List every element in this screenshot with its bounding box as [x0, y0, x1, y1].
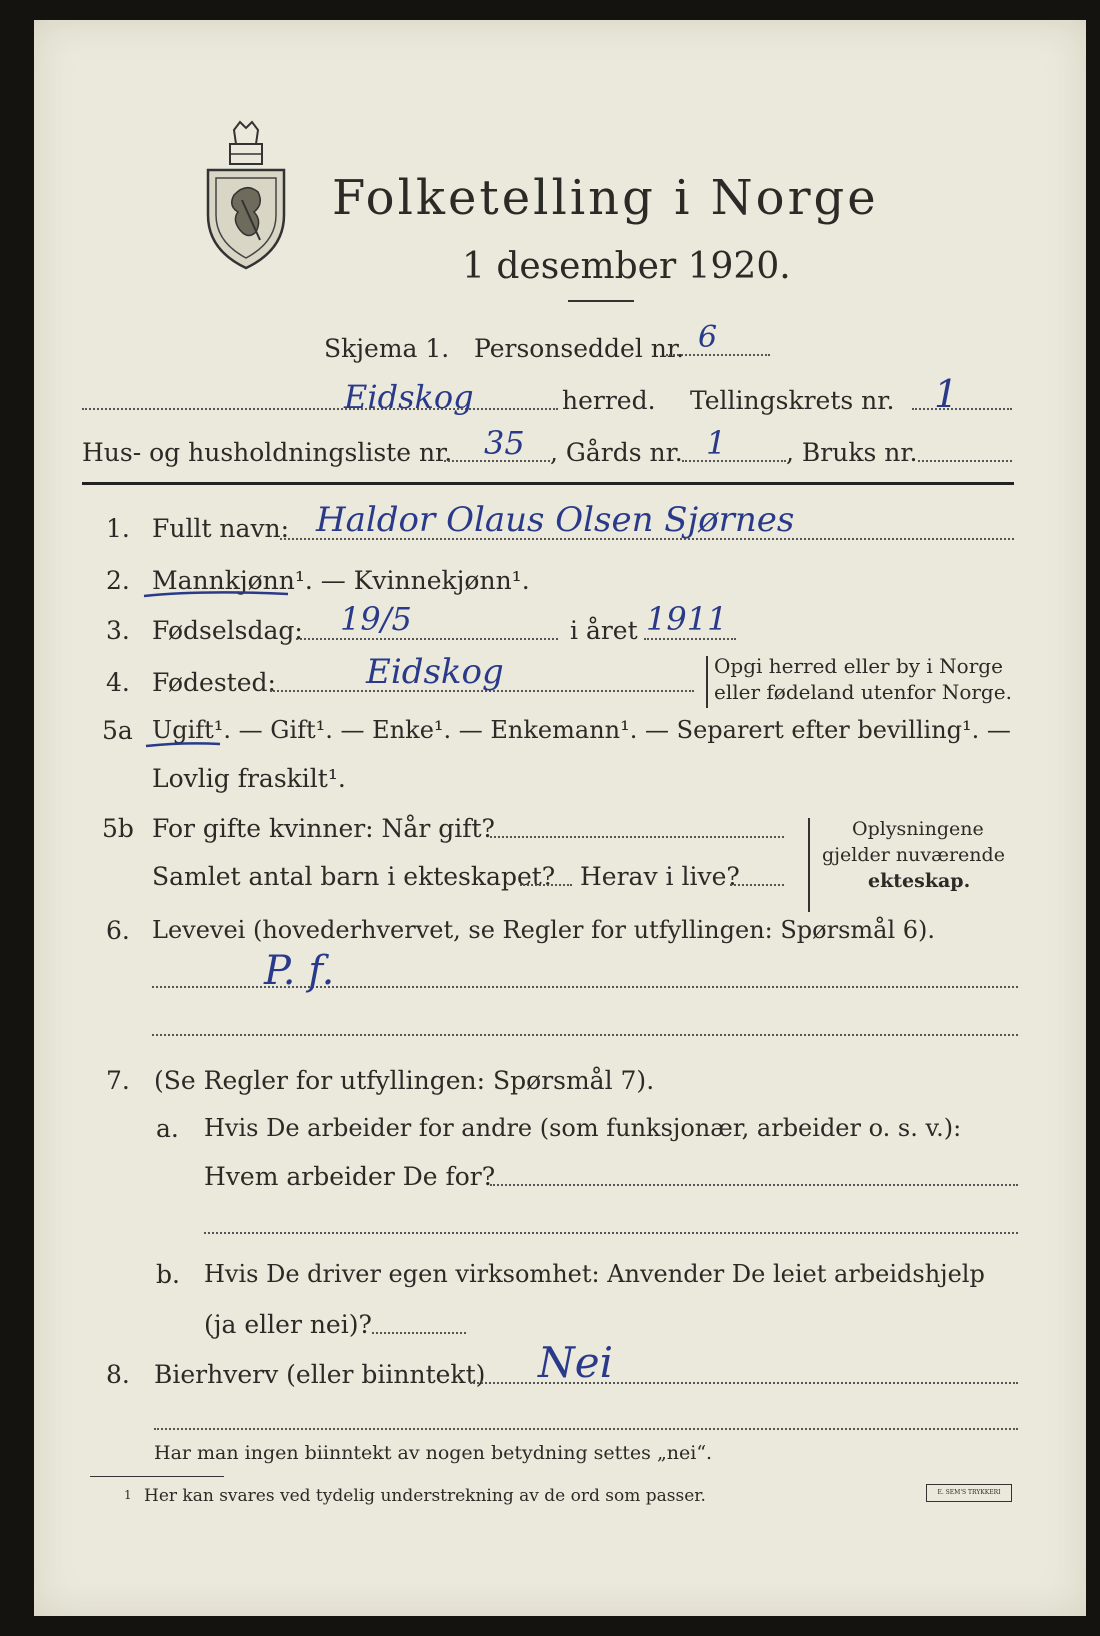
sivilstand-options: Ugift¹. — Gift¹. — Enke¹. — Enkemann¹. — Separert efter bevilling¹. —: [152, 716, 1011, 744]
levevei-label: Levevei (hovederhvervet, se Regler for utfyllingen: Spørsmål 6).: [152, 916, 936, 944]
fodselsdag-value[interactable]: 19/5: [340, 600, 412, 638]
hvem-arbeider-label: Hvem arbeider De for?: [204, 1162, 496, 1191]
gards-label: , Gårds nr.: [550, 438, 683, 467]
ja-eller-nei-label: (ja eller nei)?: [204, 1310, 372, 1339]
aar-label: i året: [570, 616, 638, 645]
ekteskap-note-1: Oplysningene: [852, 818, 984, 840]
ekteskap-note-3: ekteskap.: [868, 870, 971, 892]
naar-gift-label: For gifte kvinner: Når gift?: [152, 814, 495, 843]
fodselsdag-label: Fødselsdag:: [152, 616, 303, 645]
herav-i-live-label: Herav i live?: [580, 862, 740, 891]
fodested-note-2: eller fødeland utenfor Norge.: [714, 680, 1012, 704]
hus-value[interactable]: 35: [484, 424, 525, 462]
herred-value[interactable]: Eidskog: [344, 378, 474, 416]
nei-note: Har man ingen biinntekt av nogen betydning settes „nei“.: [154, 1442, 713, 1464]
skjema-label: Skjema 1.: [324, 334, 450, 363]
mannkjonn-underline: [142, 588, 292, 602]
kjonn-options: Mannkjønn¹. — Kvinnekjønn¹.: [152, 566, 530, 595]
levevei-value[interactable]: P. f.: [264, 948, 335, 994]
title-divider: [568, 300, 634, 302]
aar-value[interactable]: 1911: [646, 600, 728, 638]
hus-label: Hus- og husholdningsliste nr.: [82, 438, 453, 467]
tellingskrets-value[interactable]: 1: [934, 372, 959, 416]
bruks-label: , Bruks nr.: [786, 438, 918, 467]
antal-barn-label: Samlet antal barn i ekteskapet?: [152, 862, 556, 891]
form-date: 1 desember 1920.: [462, 246, 791, 287]
fodested-value[interactable]: Eidskog: [366, 652, 504, 692]
form-title: Folketelling i Norge: [332, 170, 879, 226]
census-form: Folketelling i Norge 1 desember 1920. Skjema 1. Personseddel nr. 6 Eidskog herred. Tellingskrets nr. 1 Hus- og husholdningsliste nr. 35 , Gårds nr. 1 , Bruks nr. 1. Fullt navn: Haldor Olaus Olsen Sjørnes 2. Mannkjønn¹. — Kvinnekjønn¹. 3. Fødselsdag: 19/5 i året 1911 4. Fødested: Eidskog Opgi herred eller by i Norge eller fødeland utenfor Norge. 5a Ugift¹. — Gift¹. — Enke¹. — Enkemann¹. — Separert efter bevilling¹. — Lovlig fraskilt¹. 5b For gifte kvinner: Når gift? Samlet antal barn i ekteskapet? Herav i live? Oplysningene gjelder nuværende ekteskap. 6. Levevei (hovederhvervet, se Regler for utfyllingen: Spørsmål 6). P. f. 7. (Se Regler for utfyllingen: Spørsmål 7). a. Hvis De arbeider for andre (som funksjonær, arbeider o. s. v.): Hvem arbeider De for? b. Hvis De driver egen virksomhet: Anvender De leiet arbeidshjelp (ja eller nei)? 8. Bierhverv (eller biinntekt) Nei Har man ingen biinntekt av nogen betydning settes „nei“. 1 Her kan svares ved tydelig understrekning av de ord som passer. E. SEM'S TRYKKERI: [34, 20, 1086, 1616]
q7a-label: Hvis De arbeider for andre (som funksjonær, arbeider o. s. v.):: [204, 1114, 962, 1142]
ekteskap-note-2: gjelder nuværende: [822, 844, 1005, 866]
coat-of-arms-icon: [204, 120, 288, 272]
personseddel-value[interactable]: 6: [698, 320, 718, 355]
personseddel-label: Personseddel nr.: [474, 334, 685, 363]
ugift-underline: [144, 738, 224, 752]
bierhverv-value[interactable]: Nei: [538, 1338, 614, 1387]
q7b-label: Hvis De driver egen virksomhet: Anvender De leiet arbeidshjelp: [204, 1260, 985, 1288]
bierhverv-label: Bierhverv (eller biinntekt): [154, 1360, 486, 1389]
footnote: Her kan svares ved tydelig understrekning av de ord som passer.: [144, 1486, 706, 1506]
lovlig-fraskilt-label: Lovlig fraskilt¹.: [152, 764, 346, 793]
fodested-note-1: Opgi herred eller by i Norge: [714, 654, 1003, 678]
q7-label: (Se Regler for utfyllingen: Spørsmål 7).: [154, 1066, 655, 1095]
fodested-label: Fødested:: [152, 668, 276, 697]
fullt-navn-label: Fullt navn:: [152, 514, 290, 543]
gards-value[interactable]: 1: [706, 424, 727, 462]
herred-label: herred.: [562, 386, 656, 415]
fullt-navn-value[interactable]: Haldor Olaus Olsen Sjørnes: [316, 500, 795, 540]
header-divider: [82, 482, 1014, 485]
printer-stamp: E. SEM'S TRYKKERI: [926, 1484, 1012, 1502]
tellingskrets-label: Tellingskrets nr.: [690, 386, 895, 415]
